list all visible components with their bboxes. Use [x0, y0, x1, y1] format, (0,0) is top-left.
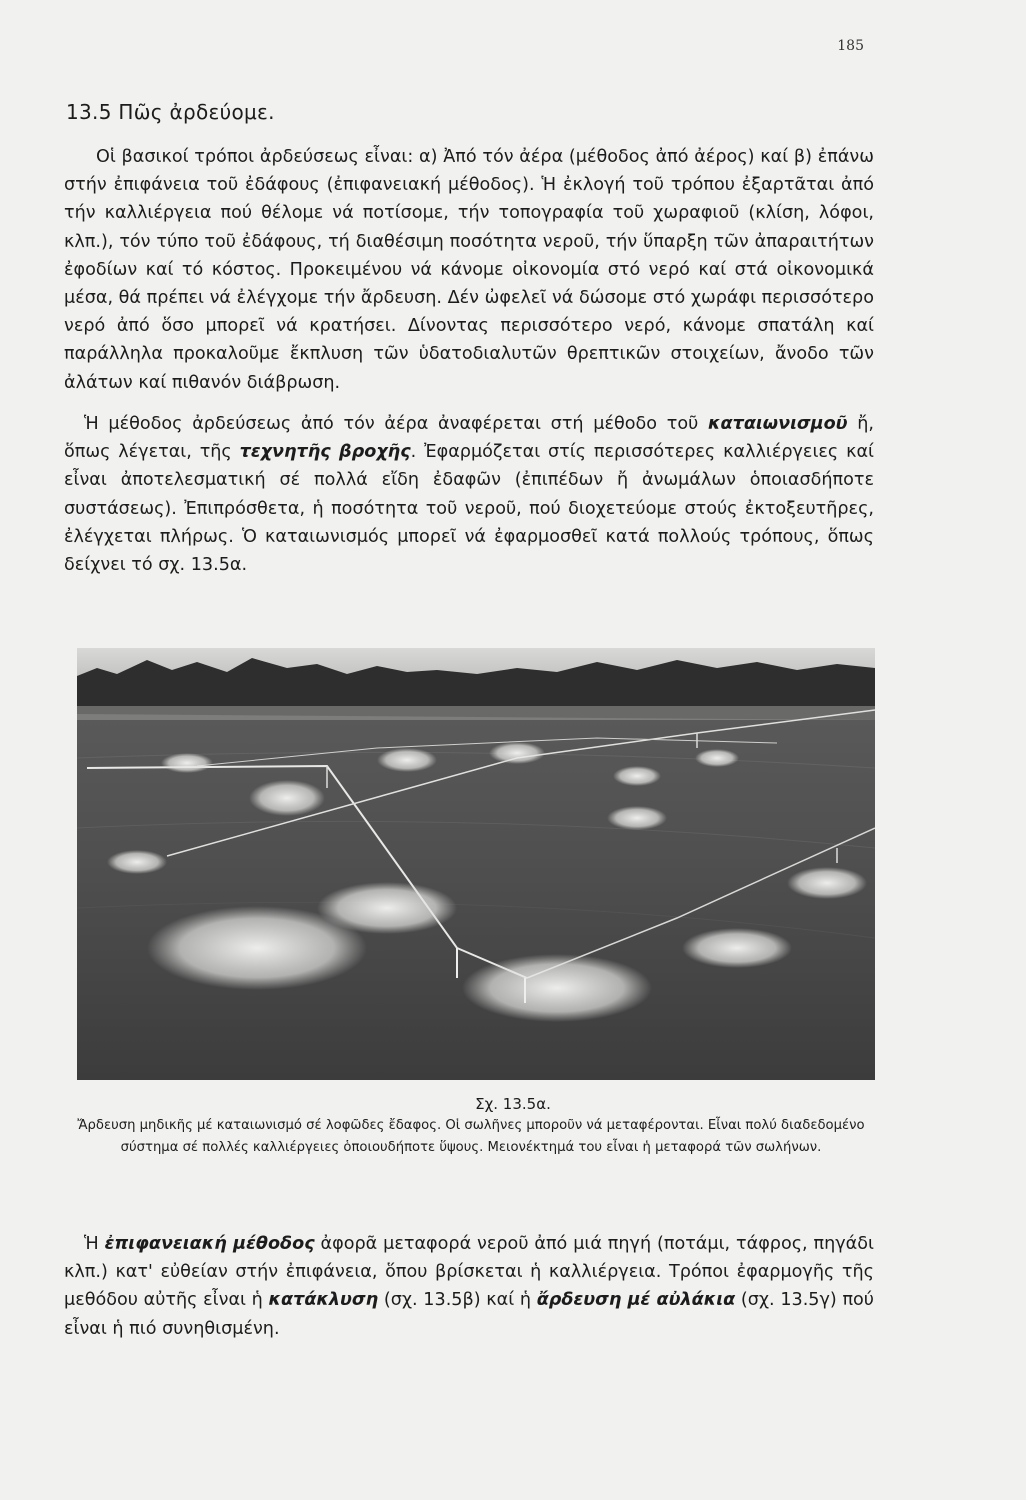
paragraph-text: ἤ, ὅπως λέγεται, τῆς	[64, 414, 875, 463]
figure-caption: Ἄρδευση μηδικῆς μέ καταιωνισμό σέ λοφῶδες ἔδαφος. Οἱ σωλῆνες μποροῦν νά μεταφέρονται. Εἶναι πολύ διαδεδομένο σύστημα σέ πολλές καλλιέργειες ὁποιουδήποτε ὕψους. Μειονέκτημά του εἶναι ἡ μεταφορά τῶν σωλήνων.	[77, 1118, 865, 1155]
paragraph-text: (σχ. 13.5γ) πού εἶναι ἡ πιό συνηθισμένη.	[64, 1290, 874, 1339]
paragraph-text: Ἡ	[84, 1234, 105, 1254]
term-furrow-irrigation: ἄρδευση μέ αὐλάκια	[536, 1290, 736, 1311]
paragraph-text: . Ἐφαρμόζεται στίς περισσότερες καλλιέργειες καί εἶναι ἀποτελεσματική σέ πολλά εἴδη ἐδαφῶν (ἐπιπέδων ἤ ἀνωμάλων ὁποιασδήποτε συστάσεως). Ἐπιπρόσθετα, ἡ ποσότητα τοῦ νεροῦ, πού διοχετεύομε στούς ἐκτοξευτῆρες, ἐλέγχεται πλήρως. Ὁ καταιωνισμός μπορεῖ νά ἐφαρμοσθεῖ κατά πολλούς τρόπους, ὅπως δείχνει τό σχ. 13.5α.	[64, 442, 875, 576]
paragraph-surface-method	[64, 1230, 874, 1343]
figure-label: Σχ. 13.5α.	[475, 1095, 551, 1113]
paragraph-sprinkler-method	[64, 410, 874, 579]
page-number: 185	[837, 38, 864, 54]
term-artificial-rain: τεχνητῆς βροχῆς	[239, 442, 411, 463]
paragraph-text: ἀφορᾶ μεταφορά νεροῦ ἀπό μιά πηγή (ποτάμι, τάφρος, πηγάδι κλπ.) κατ' εὐθείαν στήν ἐπιφάνεια, ὅπου βρίσκεται ἡ καλλιέργεια. Τρόποι ἐφαρμογῆς τῆς μεθόδου αὐτῆς εἶναι ἡ	[64, 1234, 874, 1311]
paragraph-basic-methods: Οἱ βασικοί τρόποι ἀρδεύσεως εἶναι: α) Ἀπό τόν ἀέρα (μέθοδος ἀπό ἀέρος) καί β) ἐπάνω στήν ἐπιφάνεια τοῦ ἐδάφους (ἐπιφανειακή μέθοδος). Ἡ ἐκλογή τοῦ τρόπου ἐξαρτᾶται ἀπό τήν καλλιέργεια πού θέλομε νά ποτίσομε, τήν τοπογραφία τοῦ χωραφιοῦ (κλίση, λόφοι, κλπ.), τόν τύπο τοῦ ἐδάφους, τή διαθέσιμη ποσότητα νεροῦ, τήν ὕπαρξη τῶν ἀπαραιτήτων ἐφοδίων καί τό κόστος. Προκειμένου νά κάνομε οἰκονομία στό νερό καί στά οἰκονομικά μέσα, θά πρέπει νά ἐλέγχομε τήν ἄρδευση. Δέν ὠφελεῖ νά δώσομε στό χωράφι περισσότερο νερό ἀπό ὅσο μπορεῖ νά κρατήσει. Δίνοντας περισσότερο νερό, κάνομε σπατάλη καί παράλληλα προκαλοῦμε ἔκπλυση τῶν ὑδατοδιαλυτῶν θρεπτικῶν στοιχείων, ἄνοδο τῶν ἀλάτων καί πιθανόν διάβρωση.	[64, 147, 874, 393]
paragraph-text: Ἡ μέθοδος ἀρδεύσεως ἀπό τόν ἀέρα ἀναφέρεται στή μέθοδο τοῦ	[84, 414, 709, 434]
term-flooding: κατάκλυση	[268, 1290, 379, 1311]
term-sprinkling: καταιωνισμοῦ	[708, 414, 848, 434]
paragraph-text: (σχ. 13.5β) καί ἡ	[378, 1290, 537, 1311]
term-surface-method: ἐπιφανειακή μέθοδος	[104, 1234, 315, 1254]
sprinkler-irrigation-photo	[77, 648, 875, 1080]
section-title: 13.5 Πῶς ἀρδεύομε.	[66, 100, 275, 124]
